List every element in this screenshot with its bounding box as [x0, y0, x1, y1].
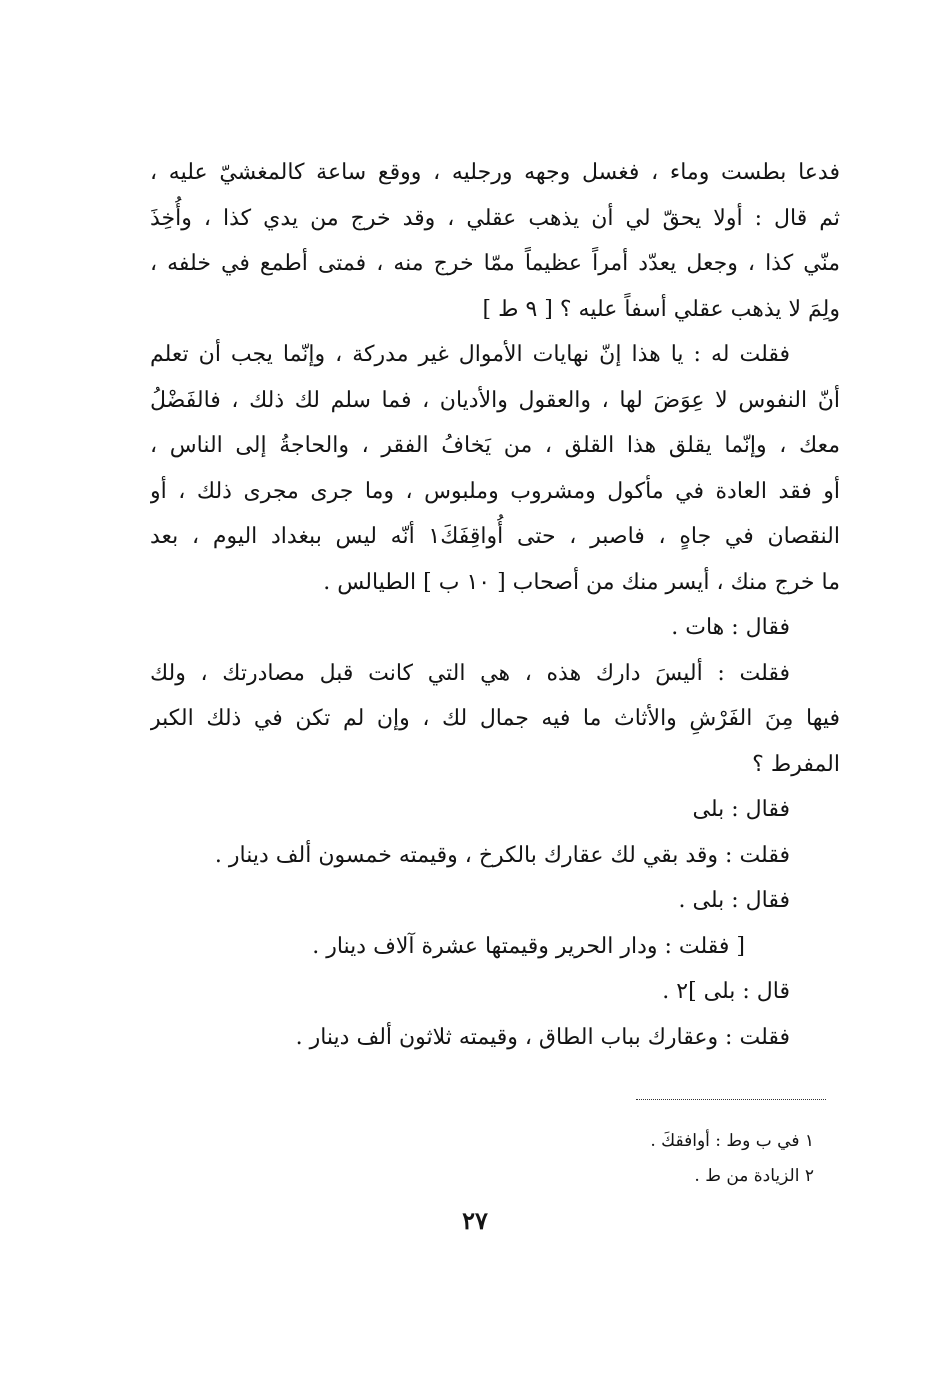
text-line: فقلت : وقد بقي لك عقارك بالكرخ ، وقيمته خمسون ألف دينار . [214, 842, 790, 868]
text-line: فقال : بلى . [678, 888, 790, 913]
text-line: منّي كذا ، وجعل يعدّد أمراً عظيماً ممّا خرج منه ، فمتى أطمع في خلفه ، [150, 251, 840, 276]
text-line: فيها مِنَ الفَرْشِ والأثاث ما فيه جمال لك ، وإن لم تكن في ذلك الكبر [150, 706, 840, 731]
text-line: [ فقلت : ودار الحرير وقيمتها عشرة آلاف دينار . [312, 933, 745, 959]
text-line: معك ، وإنّما يقلق هذا القلق ، من يَخافُ الفقر ، والحاجةُ إلى الناس ، [150, 433, 840, 458]
footnotes [650, 1124, 814, 1194]
text-line: النقصان في جاهٍ ، فاصبر ، حتى أُواقِفَكَ١ أنّه ليس ببغداد اليوم ، بعد [150, 524, 840, 549]
text-line: ولِمَ لا يذهب عقلي أسفاً عليه ؟ [ ٩ ط ] [482, 296, 840, 322]
text-line: فدعا بطست وماء ، فغسل وجهه ورجليه ، ووقع ساعة كالمغشيّ عليه ، [150, 160, 840, 185]
text-line: فقلت : وعقارك بباب الطاق ، وقيمته ثلاثون ألف دينار . [295, 1024, 790, 1050]
footnote-divider [636, 1099, 826, 1100]
text-line: أو فقد العادة في مأكول ومشروب وملبوس ، وما جرى مجرى ذلك ، أو [150, 478, 840, 504]
text-line: فقلت له : يا هذا إنّ نهايات الأموال غير مدركة ، وإنّما يجب أن تعلم [150, 342, 790, 367]
body-text [150, 150, 840, 1060]
text-line: ما خرج منك ، أيسر منك من أصحاب [ ١٠ ب ] الطيالس . [323, 569, 840, 595]
text-line: فقال : بلى [692, 797, 790, 822]
text-line: أنّ النفوس لا عِوَضَ لها ، والعقول والأديان ، فما سلم لك ذلك ، فالفَضْلُ [150, 387, 840, 413]
text-line: فقال : هات . [671, 615, 790, 640]
text-line: فقلت : أليسَ دارك هذه ، هي التي كانت قبل مصادرتك ، ولك [150, 660, 790, 686]
footnote: ١ في ب وط : أوافقكَ . [650, 1131, 814, 1151]
text-line: ثم قال : أولا يحقّ لي أن يذهب عقلي ، وقد خرج من يدي كذا ، وأُخِذَ [150, 205, 840, 231]
text-line: قال : بلى ]٢ . [662, 979, 790, 1004]
page-number: ٢٧ [462, 1206, 488, 1235]
footnote: ٢ الزيادة من ط . [694, 1166, 814, 1186]
text-line: المفرط ؟ [752, 751, 840, 777]
